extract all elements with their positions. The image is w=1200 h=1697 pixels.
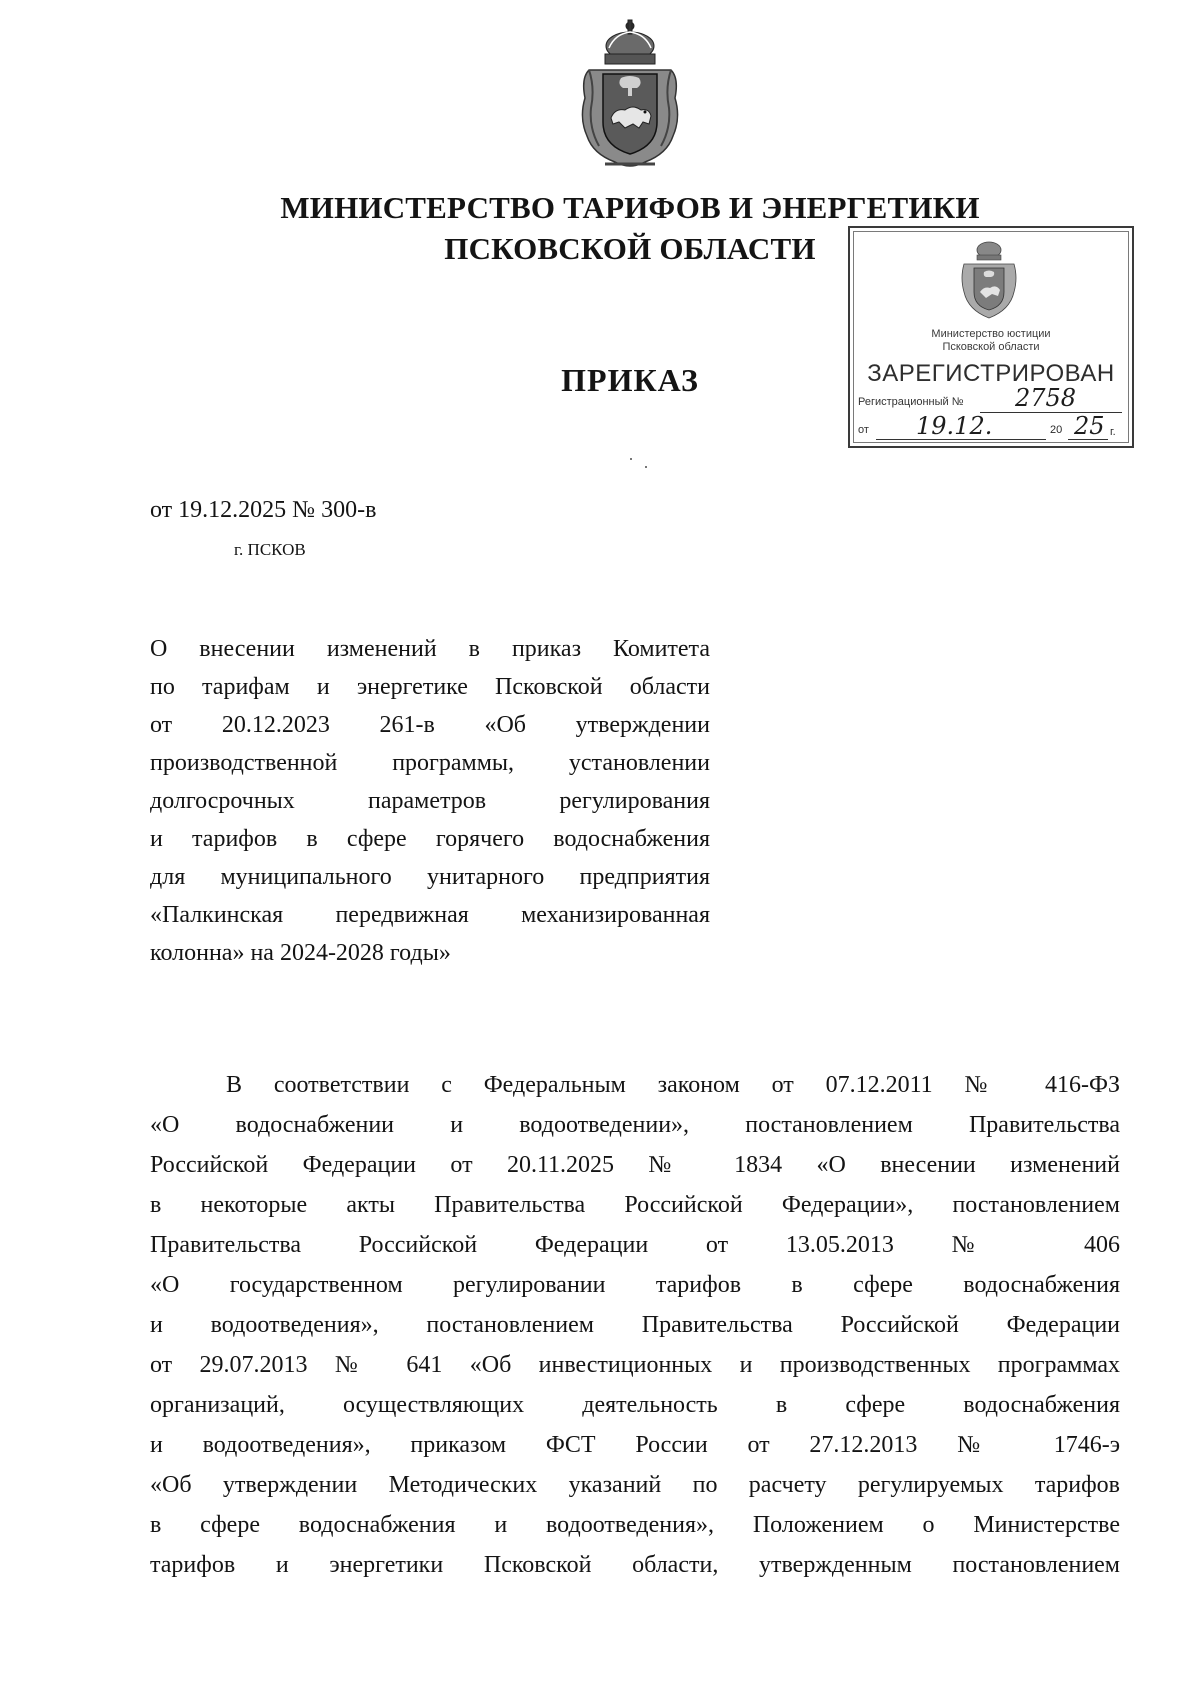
stamp-date-value: 19.12.	[916, 412, 993, 440]
body-line: «Об утверждении Методических указаний по расчету регулируемых тарифов	[150, 1472, 1120, 1498]
stamp-year-prefix: 20	[1050, 424, 1063, 436]
subject-line: «Палкинская передвижная механизированная	[150, 902, 710, 928]
subject-line: для муниципального унитарного предприятия	[150, 864, 710, 890]
body-line: Российской Федерации от 20.11.2025 № 1834 «О внесении изменений	[150, 1152, 1120, 1178]
stamp-year-value: 25	[1074, 412, 1105, 440]
scan-speck	[645, 466, 647, 468]
body-line: Правительства Российской Федерации от 13.05.2013 № 406	[150, 1232, 1120, 1258]
coat-of-arms-emblem	[575, 18, 685, 176]
stamp-org-line2: Псковской области	[942, 341, 1040, 353]
body-line: в некоторые акты Правительства Российской Федерации», постановлением	[150, 1192, 1120, 1218]
body-line: В соответствии с Федеральным законом от 07.12.2011 № 416-ФЗ	[226, 1072, 1120, 1098]
subject-line: и тарифов в сфере горячего водоснабжения	[150, 826, 710, 852]
body-line: и водоотведения», постановлением Правительства Российской Федерации	[150, 1312, 1120, 1338]
subject-line: производственной программы, установлении	[150, 750, 710, 776]
document-type-heading: ПРИКАЗ	[561, 362, 699, 398]
subject-line: от 20.12.2023 261-в «Об утверждении	[150, 712, 710, 738]
subject-line: по тарифам и энергетике Псковской области	[150, 674, 710, 700]
order-subject	[150, 630, 710, 972]
subject-line: долгосрочных параметров регулирования	[150, 788, 710, 814]
body-line: в сфере водоснабжения и водоотведения», Положением о Министерстве	[150, 1512, 1120, 1538]
order-body-paragraph	[150, 1065, 1120, 1585]
stamp-reg-number: 2758	[1015, 384, 1077, 412]
body-line: «О государственном регулировании тарифов в сфере водоснабжения	[150, 1272, 1120, 1298]
ministry-title-line2: ПСКОВСКОЙ ОБЛАСТИ	[444, 231, 816, 266]
order-city: г. ПСКОВ	[234, 540, 306, 559]
ministry-title-line1: МИНИСТЕРСТВО ТАРИФОВ И ЭНЕРГЕТИКИ	[280, 190, 980, 225]
body-line: от 29.07.2013 № 641 «Об инвестиционных и производственных программах	[150, 1352, 1120, 1378]
stamp-reg-label: Регистрационный №	[858, 396, 964, 408]
stamp-status: ЗАРЕГИСТРИРОВАН	[867, 360, 1115, 387]
scan-speck	[630, 458, 632, 460]
body-line: и водоотведения», приказом ФСТ России от 27.12.2013 № 1746-э	[150, 1432, 1120, 1458]
registration-stamp	[848, 226, 1134, 448]
order-date-number: от 19.12.2025 № 300-в	[150, 497, 377, 523]
stamp-year-suffix: г.	[1110, 426, 1116, 438]
body-line: «О водоснабжении и водоотведении», постановлением Правительства	[150, 1112, 1120, 1138]
stamp-emblem-icon	[958, 238, 1020, 322]
body-line: организаций, осуществляющих деятельность в сфере водоснабжения	[150, 1392, 1120, 1418]
subject-line: колонна» на 2024-2028 годы»	[150, 940, 451, 966]
stamp-date-label: от	[858, 424, 869, 436]
subject-line: О внесении изменений в приказ Комитета	[150, 636, 710, 662]
stamp-org-line1: Министерство юстиции	[931, 328, 1051, 340]
body-line: тарифов и энергетики Псковской области, утвержденным постановлением	[150, 1552, 1120, 1578]
